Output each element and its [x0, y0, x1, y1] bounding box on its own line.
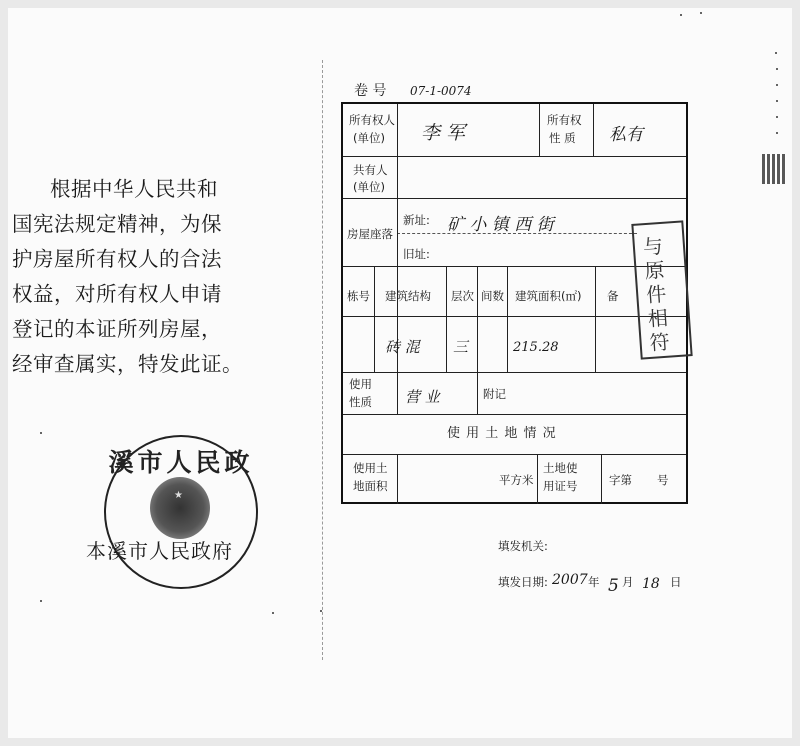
land-area-label: 使用土	[353, 461, 388, 475]
structure-value: 砖 混	[385, 338, 420, 356]
floors-value: 三	[453, 338, 469, 356]
declaration-line: 权益，对所有权人申请	[12, 282, 222, 306]
national-emblem-icon	[150, 477, 210, 539]
col-building-no: 栋号	[347, 289, 370, 303]
table-rule	[343, 156, 686, 157]
table-rule	[595, 266, 596, 372]
table-rule	[593, 104, 594, 156]
declaration-line: 经审查属实，特发此证。	[12, 352, 243, 376]
land-cert-label: 土地使	[543, 461, 578, 475]
owner-label-sub: (单位)	[353, 131, 385, 145]
ownership-nature-label: 所有权	[547, 113, 582, 127]
year-value: 2007	[552, 572, 588, 588]
table-rule	[537, 454, 538, 504]
month-label: 月	[622, 575, 634, 589]
qr-code-icon	[762, 154, 786, 184]
scan-speck	[680, 14, 682, 16]
seal-ring-text: 溪市人民政	[108, 448, 254, 477]
declaration-line: 国宪法规定精神，为保	[12, 212, 222, 236]
note-label: 附记	[483, 387, 506, 401]
scan-speck	[272, 612, 274, 614]
area-value: 215.28	[513, 340, 559, 355]
col-remarks: 备	[607, 289, 619, 303]
volume-label: 卷 号	[354, 83, 387, 99]
land-cert-label-sub: 用证号	[543, 479, 578, 493]
col-rooms: 间数	[481, 289, 504, 303]
declaration-line: 护房屋所有权人的合法	[12, 247, 222, 271]
table-rule	[343, 316, 686, 317]
scan-speck	[700, 12, 702, 14]
scan-speck	[40, 600, 42, 602]
land-area-label-sub: 地面积	[353, 479, 388, 493]
declaration-text	[12, 172, 252, 382]
day-label: 日	[670, 575, 682, 589]
co-owner-label: 共有人	[353, 163, 388, 177]
year-label: 年	[588, 575, 600, 589]
use-label-sub: 性质	[349, 395, 372, 409]
use-value: 营 业	[405, 388, 440, 406]
scan-speck	[40, 432, 42, 434]
new-address-value: 矿 小 镇 西 街	[447, 215, 554, 235]
table-rule	[507, 266, 508, 372]
star-icon: ★	[174, 490, 183, 501]
sqm-label: 平方米	[499, 473, 534, 487]
use-label: 使用	[349, 377, 372, 391]
authority-label: 填发机关:	[498, 539, 548, 553]
table-rule	[477, 266, 478, 414]
month-value: 5	[608, 576, 619, 596]
match-original-stamp-text: 与原件相符	[642, 233, 671, 355]
scan-speck	[776, 132, 778, 134]
scan-speck	[320, 610, 322, 612]
table-rule	[397, 104, 398, 414]
table-rule	[374, 316, 375, 372]
table-rule	[397, 454, 398, 504]
location-label: 房屋座落	[347, 227, 393, 241]
day-value: 18	[642, 576, 660, 592]
scan-speck	[776, 100, 778, 102]
table-rule	[343, 414, 686, 415]
declaration-line: 登记的本证所列房屋，	[12, 317, 222, 341]
issuer-name: 本溪市人民政府	[86, 539, 233, 563]
co-owner-label-sub: (单位)	[353, 180, 385, 194]
table-rule	[343, 372, 686, 373]
table-rule	[446, 266, 447, 372]
ownership-nature-value: 私有	[609, 125, 643, 145]
cert-hao-label: 号	[657, 473, 669, 487]
old-address-label: 旧址:	[403, 247, 430, 261]
table-rule	[601, 454, 602, 504]
center-fold	[322, 60, 323, 660]
ownership-nature-label-sub: 性 质	[549, 131, 576, 145]
owner-label: 所有权人	[349, 113, 395, 127]
date-label: 填发日期:	[498, 575, 548, 589]
scan-speck	[776, 116, 778, 118]
scan-speck	[775, 52, 777, 54]
government-seal	[104, 435, 258, 589]
new-address-label: 新址:	[403, 213, 430, 227]
match-original-stamp	[631, 220, 692, 359]
cert-no-label: 字第	[609, 473, 632, 487]
scan-speck	[776, 84, 778, 86]
table-rule	[374, 266, 375, 316]
table-rule	[343, 454, 686, 455]
volume-value: 07-1-0074	[410, 84, 472, 98]
col-area: 建筑面积(㎡)	[515, 289, 582, 303]
table-rule	[343, 198, 686, 199]
col-structure: 建筑结构	[385, 289, 431, 303]
land-header: 使 用 土 地 情 况	[447, 426, 557, 441]
scan-speck	[776, 68, 778, 70]
table-rule	[539, 104, 540, 156]
owner-value: 李 军	[421, 122, 466, 144]
col-floors: 层次	[451, 289, 474, 303]
declaration-line: 根据中华人民共和	[50, 177, 218, 201]
